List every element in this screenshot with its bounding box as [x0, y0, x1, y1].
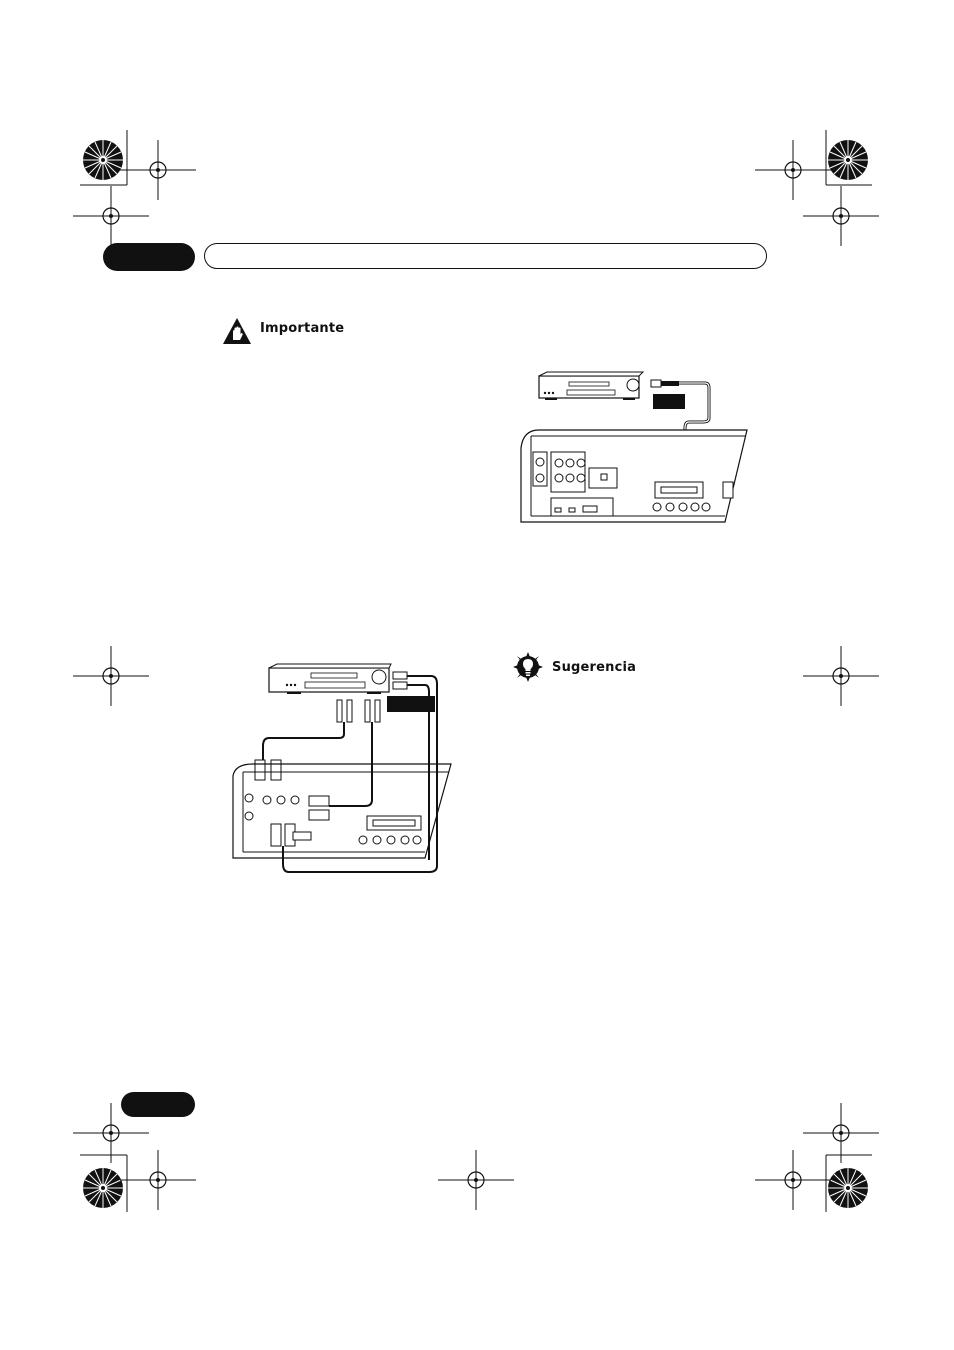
recorder-rear-panel [521, 430, 747, 522]
chapter-title-bar [204, 243, 767, 269]
chapter-tab [103, 243, 195, 271]
recorder-rear-panel [233, 764, 451, 858]
page-number-tab [121, 1092, 195, 1117]
tip-note-label: Sugerencia [552, 660, 637, 675]
scart-connection-diagram [515, 370, 755, 530]
lightbulb-icon [513, 652, 543, 682]
important-note-label: Importante [260, 321, 345, 336]
vcr-device [539, 372, 643, 400]
hand-warning-icon [222, 317, 252, 345]
audio-video-connection-diagram [225, 660, 465, 880]
vcr-device [269, 664, 391, 694]
